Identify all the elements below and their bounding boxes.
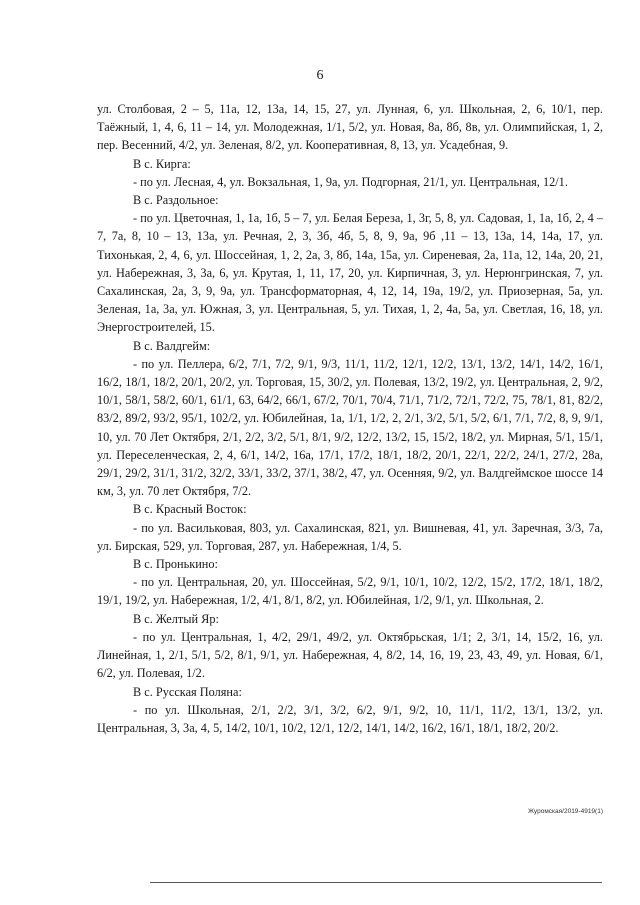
village-heading-zhelty-yar: В с. Желтый Яр: bbox=[133, 611, 219, 626]
village-addresses-kirga: - по ул. Лесная, 4, ул. Вокзальная, 1, 9а, ул. Подгорная, 21/1, ул. Центральная, 12/1. bbox=[133, 174, 568, 189]
village-heading-krasny-vostok: В с. Красный Восток: bbox=[133, 502, 247, 517]
document-body bbox=[97, 100, 603, 737]
page-number: 6 bbox=[316, 68, 324, 83]
village-heading-russkaya-polyana: В с. Русская Поляна: bbox=[133, 684, 242, 699]
bottom-divider bbox=[150, 882, 602, 883]
document-code: Журомская/2019-4919(1) bbox=[527, 808, 603, 815]
village-addresses-pronkino: - по ул. Центральная, 20, ул. Шоссейная, 5/2, 9/1, 10/1, 10/2, 12/2, 15/2, 17/2, 18/1, 18/2, 19/1, 19/2, ул. Набережная, 1/2, 4/1, 8/1, 8/2, ул. Юбилейная, 1/2, 9/1, ул. Школьная, 2. bbox=[97, 575, 603, 608]
village-addresses-krasny-vostok: - по ул. Васильковая, 803, ул. Сахалинская, 821, ул. Вишневая, 41, ул. Заречная, 3/3, 7а, ул. Бирская, 529, ул. Торговая, 287, ул. Набережная, 1/4, 5. bbox=[97, 520, 603, 553]
village-addresses-russkaya-polyana: - по ул. Школьная, 2/1, 2/2, 3/1, 3/2, 6/2, 9/1, 9/2, 10, 11/1, 11/2, 13/1, 13/2, ул. Центральная, 3, 3а, 4, 5, 14/2, 10/1, 10/2, 12/1, 12/2, 14/1, 14/2, 16/2, 16/1, 18/1, 18/2, 20/2. bbox=[97, 702, 603, 735]
village-heading-valdgeim: В с. Валдгейм: bbox=[133, 338, 211, 353]
village-heading-pronkino: В с. Пронькино: bbox=[133, 557, 218, 572]
village-addresses-zhelty-yar: - по ул. Центральная, 1, 4/2, 29/1, 49/2, ул. Октябрьская, 1/1; 2, 3/1, 14, 15/2, 16, ул. Линейная, 1, 2/1, 5/1, 5/2, 8/1, 9/1, ул. Набережная, 4, 8/2, 14, 16, 19, 23, 43, 49, ул. Новая, 6/1, 6/2, ул. Полевая, 1/2. bbox=[97, 629, 603, 681]
intro-paragraph: ул. Столбовая, 2 – 5, 11а, 12, 13а, 14, 15, 27, ул. Лунная, 6, ул. Школьная, 2, 6, 10/1, пер. Таёжный, 1, 4, 6, 11 – 14, ул. Молодежная, 1/1, 5/2, ул. Новая, 8а, 8б, 8в, ул. Олимпийская, 1, 2, пер. Весенний, 4/2, ул. Зеленая, 8/2, ул. Кооперативная, 8, 13, ул. Усадебная, 9. bbox=[97, 102, 603, 153]
village-heading-razdolnoe: В с. Раздольное: bbox=[133, 193, 219, 208]
village-addresses-valdgeim: - по ул. Пеллера, 6/2, 7/1, 7/2, 9/1, 9/3, 11/1, 11/2, 12/1, 12/2, 13/1, 13/2, 14/1, 14/2, 16/1, 16/2, 18/1, 18/2, 20/1, 20/2, ул. Торговая, 15, 30/2, ул. Полевая, 13/2, 19/2, ул. Центральная, 2, 9/2, 10/1, 58/1, 58/2, 60/1, 61/1, 63, 64/2, 66/1, 67/2, 70/1, 70/4, 71/1, 71/2, 72/1, 72/2, 75, 78/1, 81, 82/2, 83/2, 89/2, 93/2, 95/1, 102/2, ул. Юбилейная, 1а, 1/1, 1/2, 2, 2/1, 3/2, 5/1, 5/2, 6/1, 7/1, 7/2, 8, 9, 9/1, 10, ул. 70 Лет Октября, 2/1, 2/2, 3/2, 5/1, 8/1, 9/2, 12/2, 13/2, 15, 15/2, 18/2, ул. Мирная, 5/1, 15/1, ул. Переселенческая, 2, 4, 6/1, 14/2, 16а, 17/1, 17/2, 18/1, 18/2, 20/1, 22/1, 22/2, 24/1, 27/2, 28а, 29/1, 29/2, 31/1, 31/2, 32/2, 33/1, 33/2, 37/1, 38/2, 47, ул. Осенняя, 9/2, ул. Валдгеймское шоссе 14 км, 3, ул. 70 лет Октября, 7/2. bbox=[97, 356, 603, 499]
village-addresses-razdolnoe: - по ул. Цветочная, 1, 1а, 1б, 5 – 7, ул. Белая Береза, 1, 3г, 5, 8, ул. Садовая, 1, 1а, 1б, 2, 4 – 7, 7а, 8, 10 – 13, 13а, ул. Речная, 2, 3, 3б, 4б, 5, 8, 9, 9а, 9б ,11 – 13, 13а, 14, 14а, 17, ул. Тихонькая, 2, 4, 6, ул. Шоссейная, 1, 2, 2а, 3, 8б, 14а, 15а, ул. Сиреневая, 2а, 11а, 12, 14а, 20, 21, ул. Набережная, 3, 3а, 6, ул. Крутая, 1, 11, 17, 20, ул. Кирпичная, 3, ул. Нерюнгринская, 7, ул. Сахалинская, 2а, 3, 9, 9а, ул. Трансформаторная, 4, 12, 14, 19а, 19/2, ул. Приозерная, 5а, ул. Зеленая, 1а, 3а, ул. Южная, 3, ул. Центральная, 5, ул. Тихая, 1, 2, 4а, 5а, ул. Светлая, 16, 18, ул. Энергостроителей, 15. bbox=[97, 211, 603, 335]
village-heading-kirga: В с. Кирга: bbox=[133, 156, 191, 171]
